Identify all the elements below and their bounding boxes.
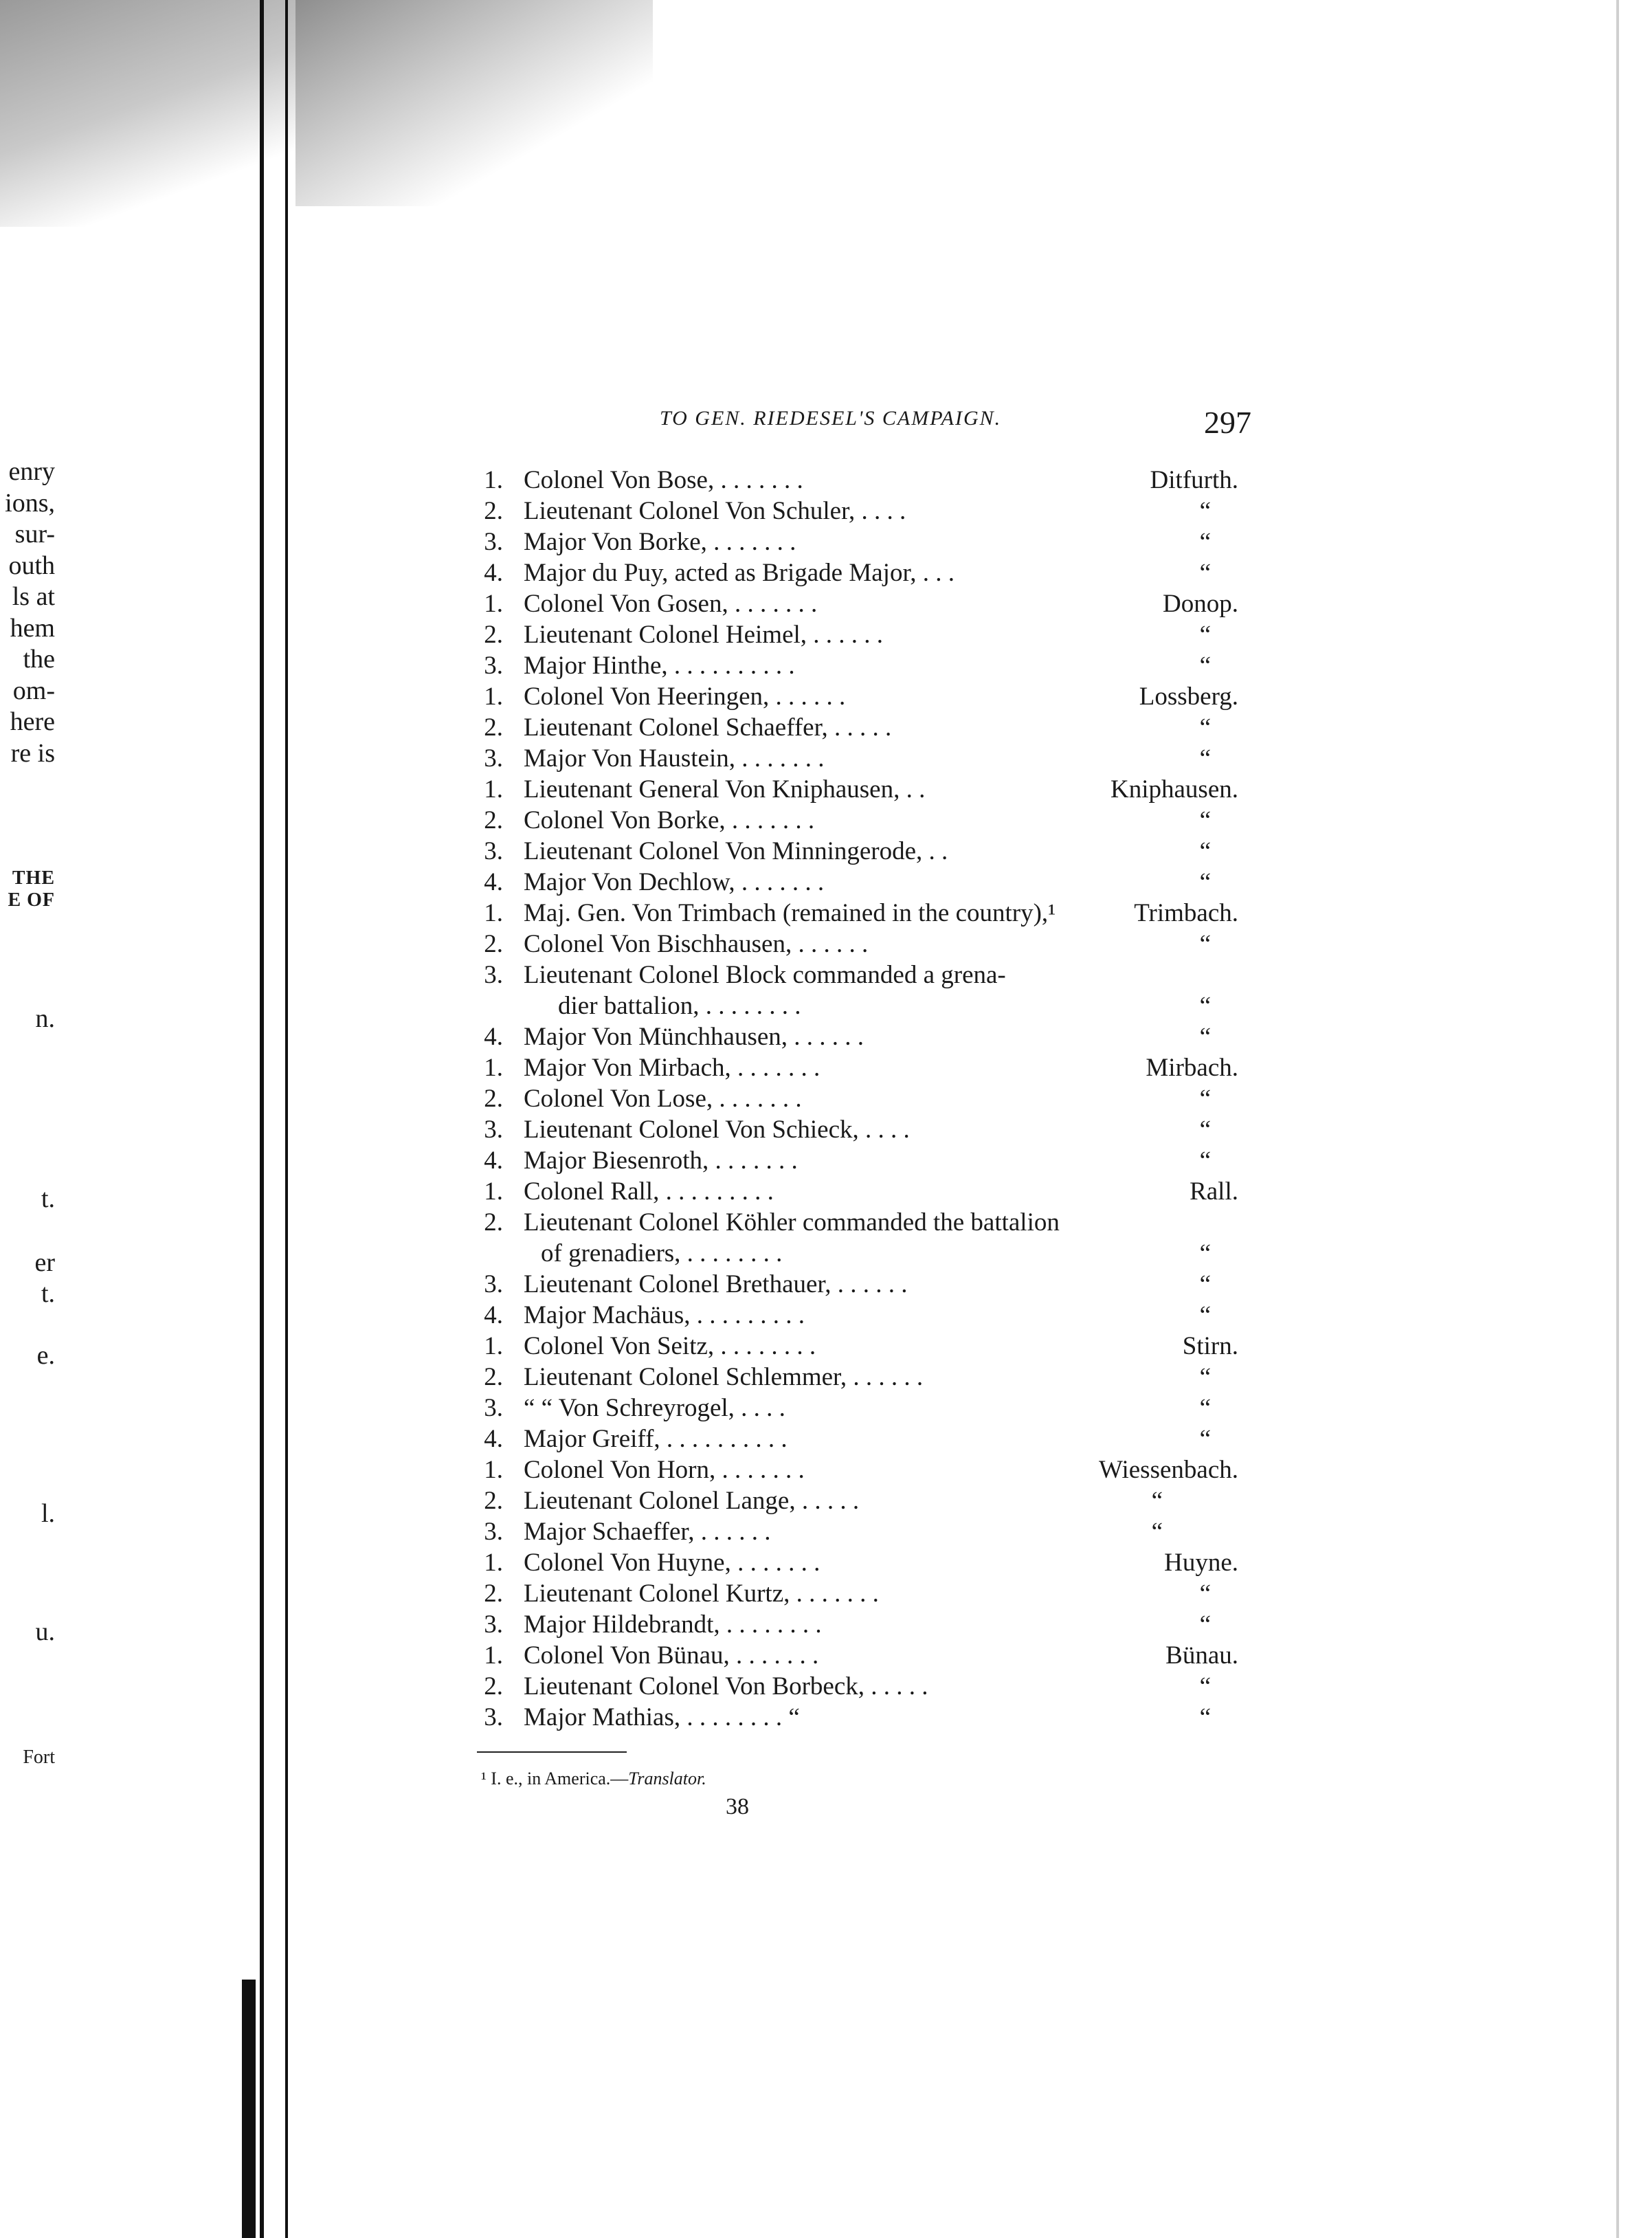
ditto-mark: “ bbox=[1199, 1116, 1211, 1144]
entry-number: 3. bbox=[484, 652, 503, 680]
left-page-heading-fragment bbox=[0, 867, 55, 911]
entry-number: 3. bbox=[484, 1518, 503, 1546]
ditto-mark: “ bbox=[1199, 713, 1211, 742]
left-fragment: sur- bbox=[14, 520, 55, 549]
officer-entry bbox=[476, 1083, 1238, 1114]
officer-entry bbox=[476, 1454, 1238, 1485]
ditto-mark: “ bbox=[1199, 837, 1211, 865]
entry-text: Colonel Rall, . . . . . . . . . bbox=[524, 1177, 774, 1206]
ditto-mark: “ bbox=[1199, 1239, 1211, 1267]
entry-number: 3. bbox=[484, 1270, 503, 1298]
left-single: er bbox=[34, 1248, 55, 1277]
entry-number: 4. bbox=[484, 1301, 503, 1329]
officer-entry bbox=[476, 1393, 1238, 1423]
entry-text: Lieutenant Colonel Brethauer, . . . . . . bbox=[524, 1270, 908, 1298]
entry-number: 4. bbox=[484, 1146, 503, 1175]
ditto-mark: “ bbox=[1199, 1085, 1211, 1113]
entry-number: 1. bbox=[484, 1177, 503, 1206]
officer-entry bbox=[476, 1238, 1238, 1269]
ditto-mark: “ bbox=[1199, 621, 1211, 649]
ditto-mark: “ bbox=[1199, 1394, 1211, 1422]
officer-entry bbox=[476, 867, 1238, 898]
ditto-mark: “ bbox=[1199, 1672, 1211, 1700]
entry-number: 4. bbox=[484, 559, 503, 587]
entry-text: Lieutenant Colonel Kurtz, . . . . . . . bbox=[524, 1580, 879, 1608]
entry-text: Lieutenant Colonel Block commanded a grena- bbox=[524, 961, 1006, 989]
officer-entry bbox=[476, 836, 1238, 867]
entry-number: 1. bbox=[484, 1641, 503, 1670]
entry-text: Major Mathias, . . . . . . . . “ bbox=[524, 1703, 800, 1731]
left-fragment: here bbox=[10, 707, 55, 736]
left-single: Fort bbox=[23, 1747, 55, 1768]
entry-number: 2. bbox=[484, 497, 503, 525]
regiment-name: Trimbach. bbox=[1134, 899, 1238, 927]
officer-entry bbox=[476, 1609, 1238, 1640]
officer-entry bbox=[476, 588, 1238, 619]
officer-entry bbox=[476, 990, 1238, 1021]
entry-text: Lieutenant Colonel Von Schuler, . . . . bbox=[524, 497, 906, 525]
entry-text: Colonel Von Borke, . . . . . . . bbox=[524, 806, 815, 834]
entry-number: 1. bbox=[484, 1332, 503, 1360]
regiment-name: Ditfurth. bbox=[1150, 466, 1238, 494]
ditto-mark: “ bbox=[1199, 1363, 1211, 1391]
officer-entry bbox=[476, 1578, 1238, 1609]
left-small-fragment: E OF bbox=[8, 889, 55, 911]
entry-number: 4. bbox=[484, 1425, 503, 1453]
spine-line-left bbox=[260, 0, 264, 2238]
entry-text: Lieutenant Colonel Köhler commanded the battalion bbox=[524, 1208, 1060, 1237]
entry-number: 2. bbox=[484, 713, 503, 742]
left-single: l. bbox=[41, 1499, 55, 1528]
ditto-mark: “ bbox=[1199, 1425, 1211, 1453]
entry-number: 1. bbox=[484, 1549, 503, 1577]
left-fragment: ions, bbox=[5, 488, 55, 518]
entry-text: of grenadiers, . . . . . . . . bbox=[541, 1239, 783, 1267]
entry-text: Major Greiff, . . . . . . . . . . bbox=[524, 1425, 788, 1453]
entry-number: 1. bbox=[484, 775, 503, 804]
ditto-mark: “ bbox=[1199, 1580, 1211, 1608]
signature-mark: 38 bbox=[726, 1794, 749, 1819]
officer-entry bbox=[476, 898, 1238, 929]
entry-number: 3. bbox=[484, 744, 503, 773]
regiment-name: Stirn. bbox=[1182, 1332, 1238, 1360]
officer-entry bbox=[476, 1021, 1238, 1052]
entry-number: 3. bbox=[484, 1116, 503, 1144]
entry-number: 4. bbox=[484, 1023, 503, 1051]
officer-entry bbox=[476, 1671, 1238, 1702]
left-single: t. bbox=[41, 1279, 55, 1308]
footnote-marker: ¹ bbox=[481, 1769, 487, 1788]
left-single: t. bbox=[41, 1184, 55, 1213]
entry-text: Colonel Von Gosen, . . . . . . . bbox=[524, 590, 818, 618]
entry-number: 2. bbox=[484, 621, 503, 649]
officer-entry bbox=[476, 1640, 1238, 1671]
regiment-name: Lossberg. bbox=[1139, 683, 1238, 711]
right-page-edge bbox=[1616, 0, 1619, 2238]
entry-text: Major Von Borke, . . . . . . . bbox=[524, 528, 796, 556]
left-fragment: om- bbox=[12, 676, 55, 705]
entry-number: 1. bbox=[484, 590, 503, 618]
officer-entry bbox=[476, 1052, 1238, 1083]
entry-number: 3. bbox=[484, 961, 503, 989]
officer-entry bbox=[476, 496, 1238, 527]
entry-number: 1. bbox=[484, 899, 503, 927]
left-single: n. bbox=[35, 1004, 55, 1033]
officer-entry bbox=[476, 681, 1238, 712]
ditto-mark: “ bbox=[1199, 806, 1211, 834]
entry-text: Colonel Von Seitz, . . . . . . . . bbox=[524, 1332, 816, 1360]
officer-entry bbox=[476, 1269, 1238, 1300]
entry-number: 2. bbox=[484, 1672, 503, 1700]
entry-text: Lieutenant Colonel Von Borbeck, . . . . . bbox=[524, 1672, 928, 1700]
entry-text: Colonel Von Lose, . . . . . . . bbox=[524, 1085, 802, 1113]
entry-text: Colonel Von Bose, . . . . . . . bbox=[524, 466, 803, 494]
gutter-shadow bbox=[295, 0, 653, 206]
entry-text: Major Machäus, . . . . . . . . . bbox=[524, 1301, 805, 1329]
officer-entry bbox=[476, 774, 1238, 805]
ditto-mark: “ bbox=[1151, 1487, 1163, 1515]
officer-entry bbox=[476, 1702, 1238, 1733]
officer-entry bbox=[476, 805, 1238, 836]
ditto-mark: “ bbox=[1199, 1703, 1211, 1731]
entry-text: Colonel Von Huyne, . . . . . . . bbox=[524, 1549, 821, 1577]
ditto-mark: “ bbox=[1199, 1301, 1211, 1329]
entry-text: Major Hildebrandt, . . . . . . . . bbox=[524, 1610, 822, 1639]
officer-list bbox=[476, 465, 1238, 1733]
ditto-mark: “ bbox=[1199, 652, 1211, 680]
entry-number: 2. bbox=[484, 1487, 503, 1515]
entry-number: 3. bbox=[484, 528, 503, 556]
spine-binding-mark bbox=[242, 1980, 256, 2238]
entry-text: Lieutenant Colonel Von Minningerode, . . bbox=[524, 837, 948, 865]
ditto-mark: “ bbox=[1199, 528, 1211, 556]
officer-entry bbox=[476, 619, 1238, 650]
footnote-rule bbox=[477, 1751, 627, 1753]
officer-entry bbox=[476, 960, 1238, 990]
spine-line-right bbox=[285, 0, 288, 2238]
ditto-mark: “ bbox=[1199, 868, 1211, 896]
officer-entry bbox=[476, 1176, 1238, 1207]
officer-entry bbox=[476, 1516, 1238, 1547]
officer-entry bbox=[476, 1547, 1238, 1578]
entry-text: Lieutenant General Von Kniphausen, . . bbox=[524, 775, 926, 804]
officer-entry bbox=[476, 1485, 1238, 1516]
left-small-fragment: THE bbox=[12, 867, 55, 889]
ditto-mark: “ bbox=[1199, 744, 1211, 773]
officer-entry bbox=[476, 1300, 1238, 1331]
officer-entry bbox=[476, 527, 1238, 557]
entry-text: Major Von Münchhausen, . . . . . . bbox=[524, 1023, 864, 1051]
entry-text: Colonel Von Heeringen, . . . . . . bbox=[524, 683, 846, 711]
left-fragment: enry bbox=[8, 457, 55, 486]
entry-number: 2. bbox=[484, 1208, 503, 1237]
regiment-name: Bünau. bbox=[1165, 1641, 1238, 1670]
ditto-mark: “ bbox=[1199, 1270, 1211, 1298]
entry-text: Major Von Dechlow, . . . . . . . bbox=[524, 868, 825, 896]
entry-text: Major Hinthe, . . . . . . . . . . bbox=[524, 652, 795, 680]
page-number: 297 bbox=[1204, 405, 1251, 440]
left-page-text-fragments bbox=[0, 456, 55, 769]
regiment-name: Donop. bbox=[1163, 590, 1238, 618]
entry-number: 2. bbox=[484, 1085, 503, 1113]
entry-number: 2. bbox=[484, 1363, 503, 1391]
entry-text: Major Schaeffer, . . . . . . bbox=[524, 1518, 771, 1546]
entry-number: 1. bbox=[484, 466, 503, 494]
entry-text: Lieutenant Colonel Schlemmer, . . . . . . bbox=[524, 1363, 924, 1391]
left-fragment: outh bbox=[8, 551, 55, 580]
ditto-mark: “ bbox=[1199, 930, 1211, 958]
left-fragment: ls at bbox=[12, 582, 55, 611]
entry-text: Lieutenant Colonel Heimel, . . . . . . bbox=[524, 621, 884, 649]
entry-number: 2. bbox=[484, 1580, 503, 1608]
footnote-text: I. e., in America.— bbox=[486, 1769, 629, 1788]
ditto-mark: “ bbox=[1151, 1518, 1163, 1546]
entry-text: dier battalion, . . . . . . . . bbox=[558, 992, 801, 1020]
entry-number: 1. bbox=[484, 1456, 503, 1484]
officer-entry bbox=[476, 1145, 1238, 1176]
entry-number: 3. bbox=[484, 1394, 503, 1422]
entry-number: 3. bbox=[484, 837, 503, 865]
entry-number: 2. bbox=[484, 806, 503, 834]
ditto-mark: “ bbox=[1199, 497, 1211, 525]
left-single: e. bbox=[36, 1341, 55, 1370]
entry-text: Colonel Von Bünau, . . . . . . . bbox=[524, 1641, 819, 1670]
entry-text: Colonel Von Bischhausen, . . . . . . bbox=[524, 930, 869, 958]
regiment-name: Wiessenbach. bbox=[1099, 1456, 1238, 1484]
regiment-name: Huyne. bbox=[1164, 1549, 1238, 1577]
officer-entry bbox=[476, 557, 1238, 588]
entry-number: 3. bbox=[484, 1703, 503, 1731]
officer-entry bbox=[476, 650, 1238, 681]
regiment-name: Kniphausen. bbox=[1110, 775, 1238, 804]
entry-number: 1. bbox=[484, 683, 503, 711]
entry-number: 2. bbox=[484, 930, 503, 958]
officer-entry bbox=[476, 465, 1238, 496]
entry-text: Major Von Mirbach, . . . . . . . bbox=[524, 1054, 821, 1082]
entry-text: “ “ Von Schreyrogel, . . . . bbox=[524, 1394, 785, 1422]
officer-entry bbox=[476, 712, 1238, 743]
ditto-mark: “ bbox=[1199, 1610, 1211, 1639]
officer-entry bbox=[476, 1362, 1238, 1393]
ditto-mark: “ bbox=[1199, 992, 1211, 1020]
left-fragment: re is bbox=[10, 738, 55, 768]
officer-entry bbox=[476, 929, 1238, 960]
entry-text: Major du Puy, acted as Brigade Major, . . . bbox=[524, 559, 955, 587]
ditto-mark: “ bbox=[1199, 1146, 1211, 1175]
entry-text: Colonel Von Horn, . . . . . . . bbox=[524, 1456, 805, 1484]
regiment-name: Mirbach. bbox=[1146, 1054, 1238, 1082]
left-page-shadow bbox=[0, 0, 323, 227]
officer-entry bbox=[476, 743, 1238, 774]
entry-number: 4. bbox=[484, 868, 503, 896]
left-fragment: the bbox=[23, 645, 55, 674]
regiment-name: Rall. bbox=[1190, 1177, 1238, 1206]
ditto-mark: “ bbox=[1199, 559, 1211, 587]
left-single: u. bbox=[35, 1617, 55, 1646]
entry-number: 1. bbox=[484, 1054, 503, 1082]
entry-text: Major Biesenroth, . . . . . . . bbox=[524, 1146, 798, 1175]
entry-text: Lieutenant Colonel Von Schieck, . . . . bbox=[524, 1116, 910, 1144]
footnote bbox=[481, 1769, 706, 1789]
officer-entry bbox=[476, 1331, 1238, 1362]
officer-entry bbox=[476, 1207, 1238, 1238]
officer-entry bbox=[476, 1114, 1238, 1145]
entry-text: Lieutenant Colonel Lange, . . . . . bbox=[524, 1487, 860, 1515]
left-fragment: hem bbox=[10, 613, 55, 643]
entry-number: 3. bbox=[484, 1610, 503, 1639]
entry-text: Maj. Gen. Von Trimbach (remained in the country),¹ bbox=[524, 899, 1056, 927]
officer-entry bbox=[476, 1423, 1238, 1454]
entry-text: Lieutenant Colonel Schaeffer, . . . . . bbox=[524, 713, 892, 742]
running-title: TO GEN. RIEDESEL'S CAMPAIGN. bbox=[660, 407, 1002, 430]
ditto-mark: “ bbox=[1199, 1023, 1211, 1051]
entry-text: Major Von Haustein, . . . . . . . bbox=[524, 744, 825, 773]
footnote-credit: Translator. bbox=[628, 1769, 706, 1788]
